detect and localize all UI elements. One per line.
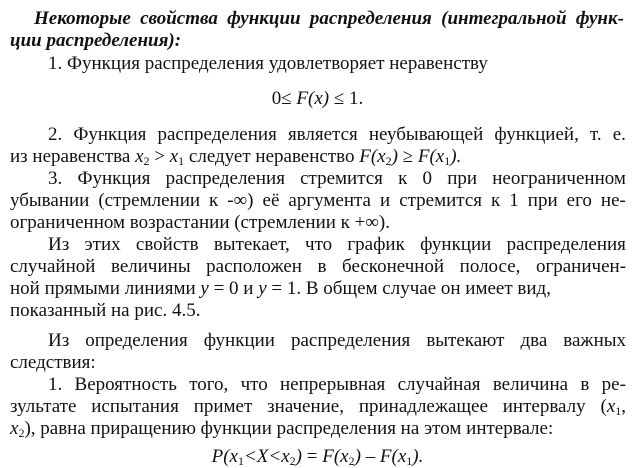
var: F(x	[417, 146, 445, 167]
text: ≥	[397, 146, 418, 167]
var: x	[10, 418, 19, 439]
var: ).	[450, 146, 462, 167]
word: стремится	[300, 168, 383, 189]
text: ), равна приращению функции распределения на этом интервале:	[24, 418, 554, 439]
word: что	[240, 374, 268, 395]
property-3-line-1	[48, 168, 626, 190]
subscript: 2	[143, 154, 150, 168]
interval-start	[600, 396, 626, 418]
word: определения	[85, 330, 188, 351]
word: -∞)	[227, 190, 254, 211]
var: F(x	[359, 146, 386, 167]
text: (	[600, 396, 607, 417]
word: т.	[589, 124, 602, 145]
text: из неравенства	[10, 146, 136, 167]
text: =	[302, 446, 323, 467]
word: интервалу	[502, 396, 586, 417]
word: Функция	[77, 168, 151, 189]
word: зультате	[10, 396, 77, 417]
inequality-formula	[0, 88, 635, 110]
var: F(x	[379, 446, 407, 467]
word: 1	[509, 190, 519, 211]
word: аргумента	[288, 190, 371, 211]
word: 3.	[48, 168, 63, 189]
word: в	[317, 256, 327, 277]
word: 2.	[48, 124, 63, 145]
consequences-line-2	[10, 352, 635, 374]
graph-para-line-3	[10, 278, 635, 300]
word: значение,	[267, 396, 344, 417]
probability-formula	[0, 446, 635, 468]
word: вытекают	[426, 330, 505, 351]
property-3-line-2	[10, 190, 626, 212]
word: величина	[492, 374, 569, 395]
word: Вероятность	[74, 374, 177, 395]
word: два	[520, 330, 548, 351]
var: x	[169, 146, 179, 167]
consequences-line-1	[48, 330, 626, 352]
text: –	[360, 446, 380, 467]
subscript: 2	[289, 454, 296, 468]
ineq-right: ≤ 1.	[329, 88, 364, 109]
consequence-1-line-3	[10, 418, 635, 440]
word: график	[347, 234, 405, 255]
subscript: 1	[406, 454, 413, 468]
word: неограниченном	[492, 168, 626, 189]
var: )	[354, 446, 361, 467]
graph-para-line-1	[48, 234, 626, 256]
property-1-text: 1. Функция распределения удовлетворяет неравенству	[48, 53, 488, 74]
word: распределения	[165, 168, 285, 189]
subscript: 1	[615, 404, 622, 418]
var: P(x	[211, 446, 238, 467]
property-2-line-1	[48, 124, 626, 146]
var: y	[200, 278, 209, 299]
word: неубывающей	[368, 124, 484, 145]
word: функции	[420, 234, 492, 255]
word: расположен	[206, 256, 302, 277]
word: полосе,	[459, 256, 521, 277]
word: при	[527, 190, 558, 211]
word: функции	[227, 8, 301, 29]
text: = 1. В общем случае он имеет вид,	[266, 278, 551, 299]
word: важных	[563, 330, 626, 351]
var: F(x	[322, 446, 349, 467]
word: 1.	[48, 374, 63, 395]
var: y	[258, 278, 267, 299]
word: что	[305, 234, 333, 255]
word: является	[287, 124, 358, 145]
var: )	[295, 446, 302, 467]
text: ограниченном возрастании (стремлении к +∞).	[10, 212, 390, 233]
word: распределения	[506, 234, 626, 255]
word: убывании	[10, 190, 90, 211]
var: x	[135, 146, 144, 167]
word: величины	[110, 256, 191, 277]
word: её	[262, 190, 280, 211]
word: случайная	[397, 374, 481, 395]
ineq-left: 0≤	[271, 88, 297, 109]
word: Некоторые	[34, 8, 131, 29]
word: в	[580, 374, 590, 395]
text: показанный на рис. 4.5.	[10, 300, 201, 321]
word: к	[209, 190, 219, 211]
word: Из	[48, 330, 70, 351]
word: Из	[48, 234, 70, 255]
consequence-1-line-1	[48, 374, 626, 396]
var: x	[606, 396, 616, 417]
var: <X<x	[243, 446, 290, 467]
word: Функция	[73, 124, 147, 145]
subscript: 2	[385, 154, 392, 168]
word: (стремлении	[98, 190, 201, 211]
word: распределения	[157, 124, 277, 145]
word: 0	[422, 168, 433, 189]
heading-line-1	[34, 8, 624, 30]
ineq-func: F(x)	[296, 88, 330, 109]
var: ).	[412, 446, 424, 467]
word: не-	[600, 190, 626, 211]
graph-para-line-2	[10, 256, 626, 278]
var: )	[391, 146, 398, 167]
text: следствия:	[10, 352, 96, 373]
word: ре-	[601, 374, 626, 395]
word: к	[491, 190, 501, 211]
word: примет	[193, 396, 253, 417]
word: его	[566, 190, 592, 211]
subscript: 1	[444, 154, 451, 168]
subscript: 1	[237, 454, 244, 468]
word: ограничен-	[535, 256, 626, 277]
word: непрерывная	[280, 374, 386, 395]
text: >	[149, 146, 170, 167]
word: функции	[203, 330, 275, 351]
word: при	[447, 168, 478, 189]
word: вытекает,	[213, 234, 290, 255]
word: распределения	[309, 8, 432, 29]
word: функцией,	[494, 124, 579, 145]
word: и	[380, 190, 391, 211]
word: (интегральной	[441, 8, 567, 29]
word: того,	[189, 374, 229, 395]
heading-continuation: ции распределения):	[10, 30, 182, 51]
word: распределения	[290, 330, 411, 351]
graph-para-line-4	[10, 300, 635, 322]
word: бесконечной	[342, 256, 445, 277]
word: свойства	[140, 8, 218, 29]
word: функ-	[575, 8, 624, 29]
property-3-line-3	[10, 212, 635, 234]
subscript: 2	[18, 426, 25, 440]
word: стремится	[399, 190, 482, 211]
word: случайной	[10, 256, 96, 277]
word: этих	[84, 234, 121, 255]
word: е.	[612, 124, 626, 145]
word: испытания	[91, 396, 179, 417]
property-2-line-2	[10, 146, 635, 168]
property-1-intro	[48, 53, 635, 75]
subscript: 1	[178, 154, 185, 168]
text: ,	[621, 396, 626, 417]
word: принадлежащее	[358, 396, 488, 417]
text: ной прямыми линиями	[10, 278, 201, 299]
text: следует неравенство	[184, 146, 360, 167]
consequence-1-line-2	[10, 396, 626, 418]
subscript: 2	[348, 454, 355, 468]
heading-line-2	[10, 30, 635, 52]
word: к	[398, 168, 408, 189]
word: свойств	[135, 234, 199, 255]
text: = 0 и	[208, 278, 259, 299]
